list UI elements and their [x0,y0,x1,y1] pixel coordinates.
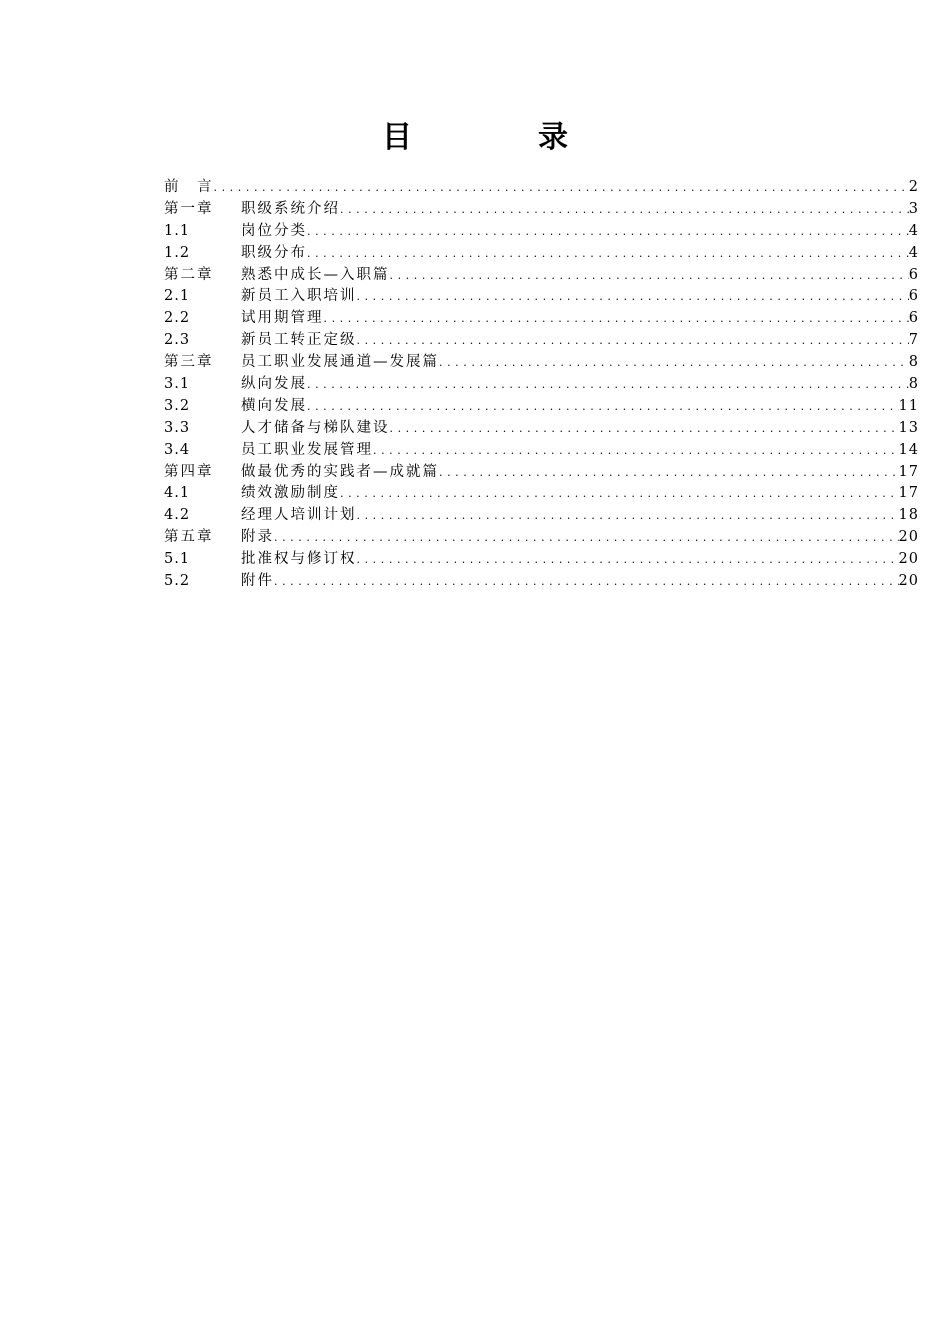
toc-entry-title: 绩效激励制度 [241,485,340,502]
toc-entry-section[interactable] [164,549,919,571]
toc-entry-number: 5.1 [164,551,191,568]
toc-entry-section[interactable] [164,483,919,505]
toc-entry-number: 1.1 [164,222,191,239]
toc-entry-section[interactable] [164,330,919,352]
toc-leader-dots [390,418,899,440]
toc-entry-number: 3.4 [164,441,191,458]
toc-leader-dots [307,374,909,396]
toc-entry-page: 14 [898,441,919,458]
toc-entry-chapter[interactable] [164,462,919,484]
toc-entry-title: 员工职业发展通道—发展篇 [241,354,439,371]
toc-leader-dots [357,549,899,571]
toc-entry-preface[interactable] [164,177,919,199]
toc-entry-title: 纵向发展 [241,376,307,393]
toc-entry-section[interactable] [164,505,919,527]
toc-entry-title: 试用期管理 [241,310,324,327]
toc-entry-section[interactable] [164,396,919,418]
toc-entry-chapter[interactable] [164,352,919,374]
toc-title-char-2: 录 [538,120,568,155]
toc-title [0,118,950,158]
toc-leader-dots [307,243,909,265]
toc-entry-title: 做最优秀的实践者—成就篇 [241,463,439,480]
toc-entry-page: 17 [898,485,919,502]
toc-entry-title: 前 言 [164,179,214,195]
toc-entry-title: 职级分布 [241,244,307,261]
toc-entry-page: 3 [908,200,919,217]
toc-entry-number: 1.2 [164,244,191,261]
toc-leader-dots [324,308,909,330]
toc-entry-number: 2.1 [164,288,191,305]
toc-entry-number: 第五章 [164,529,214,546]
toc-entry-number: 3.1 [164,376,191,393]
toc-entry-number: 3.3 [164,419,191,436]
toc-leader-dots [274,571,899,593]
toc-entry-page: 17 [898,463,919,480]
toc-leader-dots [307,221,909,243]
toc-entry-section[interactable] [164,286,919,308]
toc-entry-section[interactable] [164,440,919,462]
toc-leader-dots [214,177,909,199]
toc-entry-title: 岗位分类 [241,222,307,239]
table-of-contents [164,177,919,593]
toc-leader-dots [357,505,899,527]
toc-entry-section[interactable] [164,308,919,330]
toc-entry-page: 13 [898,419,919,436]
toc-entry-number: 第二章 [164,266,214,283]
toc-entry-number: 第三章 [164,354,214,371]
toc-entry-page: 8 [908,354,919,371]
toc-leader-dots [340,199,909,221]
toc-entry-chapter[interactable] [164,199,919,221]
toc-entry-number: 3.2 [164,397,191,414]
toc-entry-title: 新员工入职培训 [241,288,357,305]
toc-leader-dots [357,286,909,308]
toc-leader-dots [340,483,899,505]
toc-entry-title: 职级系统介绍 [241,200,340,217]
toc-entry-number: 2.3 [164,332,191,349]
toc-entry-section[interactable] [164,374,919,396]
toc-entry-title: 人才储备与梯队建设 [241,419,390,436]
toc-entry-page: 8 [908,376,919,393]
toc-entry-page: 20 [898,551,919,568]
toc-entry-number: 第四章 [164,463,214,480]
toc-entry-title: 新员工转正定级 [241,332,357,349]
toc-entry-title: 经理人培训计划 [241,507,357,524]
toc-leader-dots [307,396,899,418]
toc-entry-page: 20 [898,529,919,546]
toc-leader-dots [274,527,899,549]
toc-leader-dots [439,352,909,374]
toc-entry-number: 第一章 [164,200,214,217]
toc-entry-number: 2.2 [164,310,191,327]
toc-entry-page: 18 [898,507,919,524]
toc-entry-number: 4.2 [164,507,191,524]
toc-entry-section[interactable] [164,418,919,440]
toc-leader-dots [357,330,909,352]
toc-entry-chapter[interactable] [164,265,919,287]
toc-entry-number: 5.2 [164,573,191,590]
toc-entry-page: 11 [898,397,919,414]
toc-entry-title: 熟悉中成长—入职篇 [241,266,390,283]
toc-entry-title: 附件 [241,573,274,590]
toc-entry-number: 4.1 [164,485,191,502]
toc-title-char-1: 目 [382,120,412,155]
toc-entry-section[interactable] [164,571,919,593]
toc-entry-title: 附录 [241,529,274,546]
toc-entry-section[interactable] [164,221,919,243]
toc-entry-section[interactable] [164,243,919,265]
toc-entry-page: 6 [908,310,919,327]
toc-entry-page: 2 [908,179,919,195]
toc-entry-chapter[interactable] [164,527,919,549]
toc-entry-page: 4 [908,222,919,239]
toc-entry-page: 6 [908,288,919,305]
toc-entry-page: 4 [908,244,919,261]
toc-entry-page: 6 [908,266,919,283]
toc-entry-page: 20 [898,573,919,590]
toc-entry-title: 员工职业发展管理 [241,441,373,458]
toc-leader-dots [439,462,899,484]
toc-entry-title: 批准权与修订权 [241,551,357,568]
toc-entry-title: 横向发展 [241,397,307,414]
toc-entry-page: 7 [908,332,919,349]
toc-leader-dots [373,440,899,462]
toc-leader-dots [390,265,909,287]
